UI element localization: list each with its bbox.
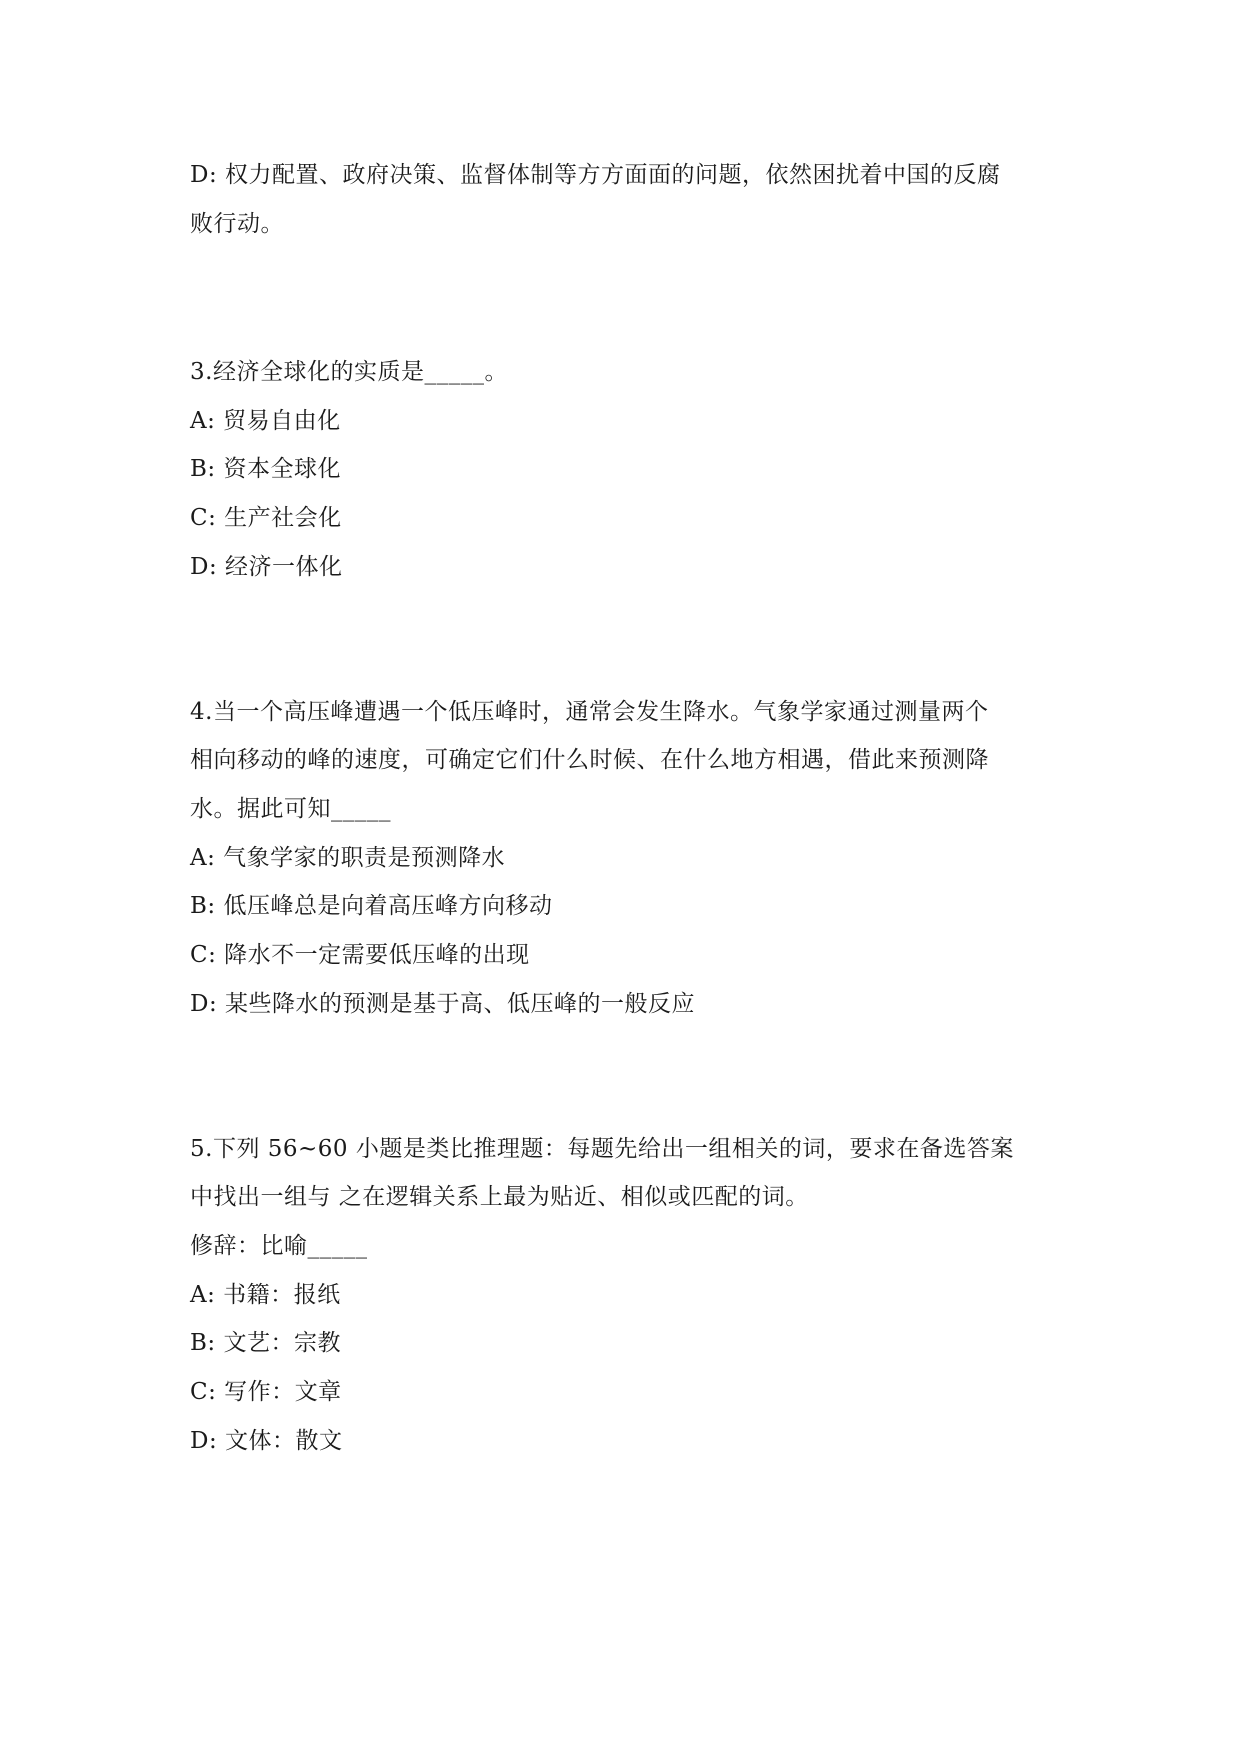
q5-option-a: A: 书籍：报纸 xyxy=(190,1282,341,1308)
q5-stem-line3: 修辞：比喻_____ xyxy=(190,1233,368,1259)
q4-option-b: B: 低压峰总是向着高压峰方向移动 xyxy=(190,893,553,919)
q3-option-c: C: 生产社会化 xyxy=(190,505,342,531)
q5-stem-line1: 5.下列 56~60 小题是类比推理题：每题先给出一组相关的词，要求在备选答案 xyxy=(190,1136,1014,1162)
q2-option-d-line2: 败行动。 xyxy=(190,211,284,237)
q5-stem-line2: 中找出一组与 之在逻辑关系上最为贴近、相似或匹配的词。 xyxy=(190,1184,809,1210)
q2-option-d-line1: D: 权力配置、政府决策、监督体制等方方面面的问题，依然困扰着中国的反腐 xyxy=(190,162,1001,188)
q4-option-d: D: 某些降水的预测是基于高、低压峰的一般反应 xyxy=(190,991,696,1017)
q3-option-b: B: 资本全球化 xyxy=(190,456,341,482)
q3-stem: 3.经济全球化的实质是_____。 xyxy=(190,359,508,385)
q4-stem-line3: 水。据此可知_____ xyxy=(190,796,391,822)
q5-option-d: D: 文体：散文 xyxy=(190,1428,343,1454)
q4-stem-line1: 4.当一个高压峰遭遇一个低压峰时，通常会发生降水。气象学家通过测量两个 xyxy=(190,699,989,725)
q4-stem-line2: 相向移动的峰的速度，可确定它们什么时候、在什么地方相遇，借此来预测降 xyxy=(190,747,989,773)
q3-option-a: A: 贸易自由化 xyxy=(190,408,341,434)
q5-option-b: B: 文艺：宗教 xyxy=(190,1330,341,1356)
q3-option-d: D: 经济一体化 xyxy=(190,554,343,580)
q4-option-a: A: 气象学家的职责是预测降水 xyxy=(190,845,506,871)
q4-option-c: C: 降水不一定需要低压峰的出现 xyxy=(190,942,530,968)
q5-option-c: C: 写作：文章 xyxy=(190,1379,342,1405)
